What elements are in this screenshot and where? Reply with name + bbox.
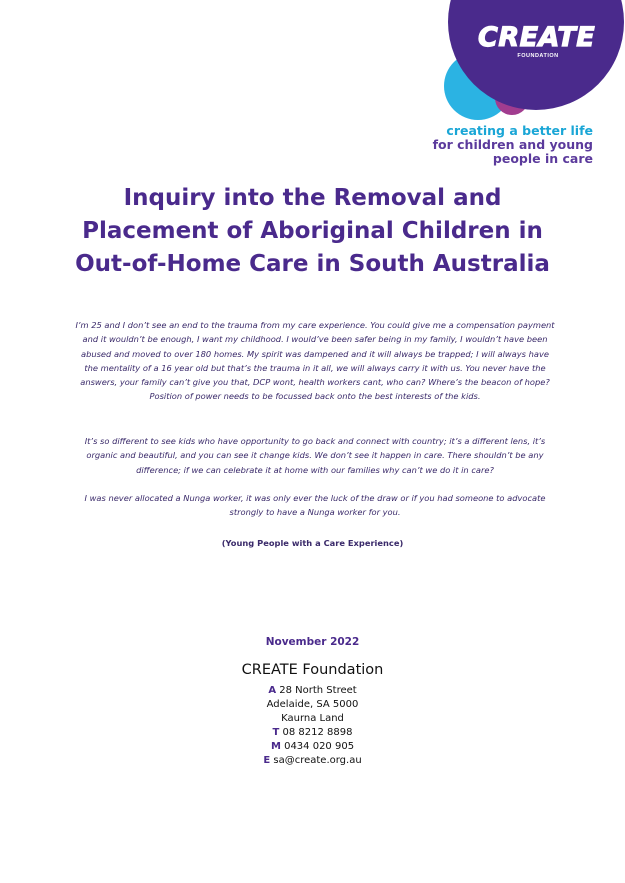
- logo-subtitle: FOUNDATION: [517, 53, 559, 59]
- report-title: [0, 182, 625, 281]
- tagline-line-3: people in care: [492, 151, 593, 166]
- phone-number: 08 8212 8898: [282, 727, 353, 738]
- mobile-number: 0434 020 905: [284, 741, 355, 752]
- address-line-2: Adelaide, SA 5000: [266, 699, 359, 710]
- report-title-line-1: Inquiry into the Removal and: [123, 185, 502, 211]
- tagline: [393, 124, 593, 166]
- organisation-name: CREATE Foundation: [241, 662, 384, 678]
- contact-details: [0, 684, 625, 768]
- phone-label: T: [272, 727, 280, 738]
- mobile-label: M: [270, 741, 281, 752]
- address-line-3: Kaurna Land: [281, 713, 344, 724]
- quote-1: I’m 25 and I don’t see an end to the trauma from my care experience. You could give me a compensation payment and it wouldn’t be enough, I want my childhood. I would’ve been safer being in my family, I wouldn’t have been abused and moved to over 180 homes. My spirit was dampened and it will always be trapped; I will always have the mentality of a 16 year old but that’s the trauma in it all, we will always carry it with us. You never have the answers, your family can’t give you that, DCP wont, health workers cant, who can? Where’s the beacon of hope? Position of power needs to be focussed back onto the best interests of the kids.: [75, 320, 555, 402]
- mobile-line: [0, 740, 625, 754]
- quote-2: It’s so different to see kids who have opportunity to go back and connect with country; it’s a different lens, it’s organic and beautiful, and you can see it change kids. We don’t see it happen in care. There shouldn’t be any difference; if we can celebrate it at home with our families why can’t we do it in care?: [84, 436, 546, 475]
- quote-attribution: (Young People with a Care Experience): [221, 538, 404, 548]
- logo-wordmark: CREATE: [478, 22, 596, 53]
- report-title-line-3: Out-of-Home Care in South Australia: [75, 251, 550, 277]
- quote-3: I was never allocated a Nunga worker, it was only ever the luck of the draw or if you had someone to advocate strongly to have a Nunga worker for you.: [84, 493, 546, 518]
- address-line-1: [0, 684, 625, 698]
- tagline-line-1: creating a better life: [446, 123, 593, 138]
- phone-line: [0, 726, 625, 740]
- email-line: [0, 754, 625, 768]
- email-label: E: [263, 755, 271, 766]
- address-street: 28 North Street: [279, 685, 357, 696]
- report-title-line-2: Placement of Aboriginal Children in: [82, 218, 543, 244]
- email-address[interactable]: sa@create.org.au: [273, 755, 362, 766]
- tagline-line-2: for children and young: [432, 137, 593, 152]
- address-label: A: [268, 685, 277, 696]
- create-foundation-logo: [0, 0, 625, 130]
- report-date: November 2022: [265, 636, 360, 648]
